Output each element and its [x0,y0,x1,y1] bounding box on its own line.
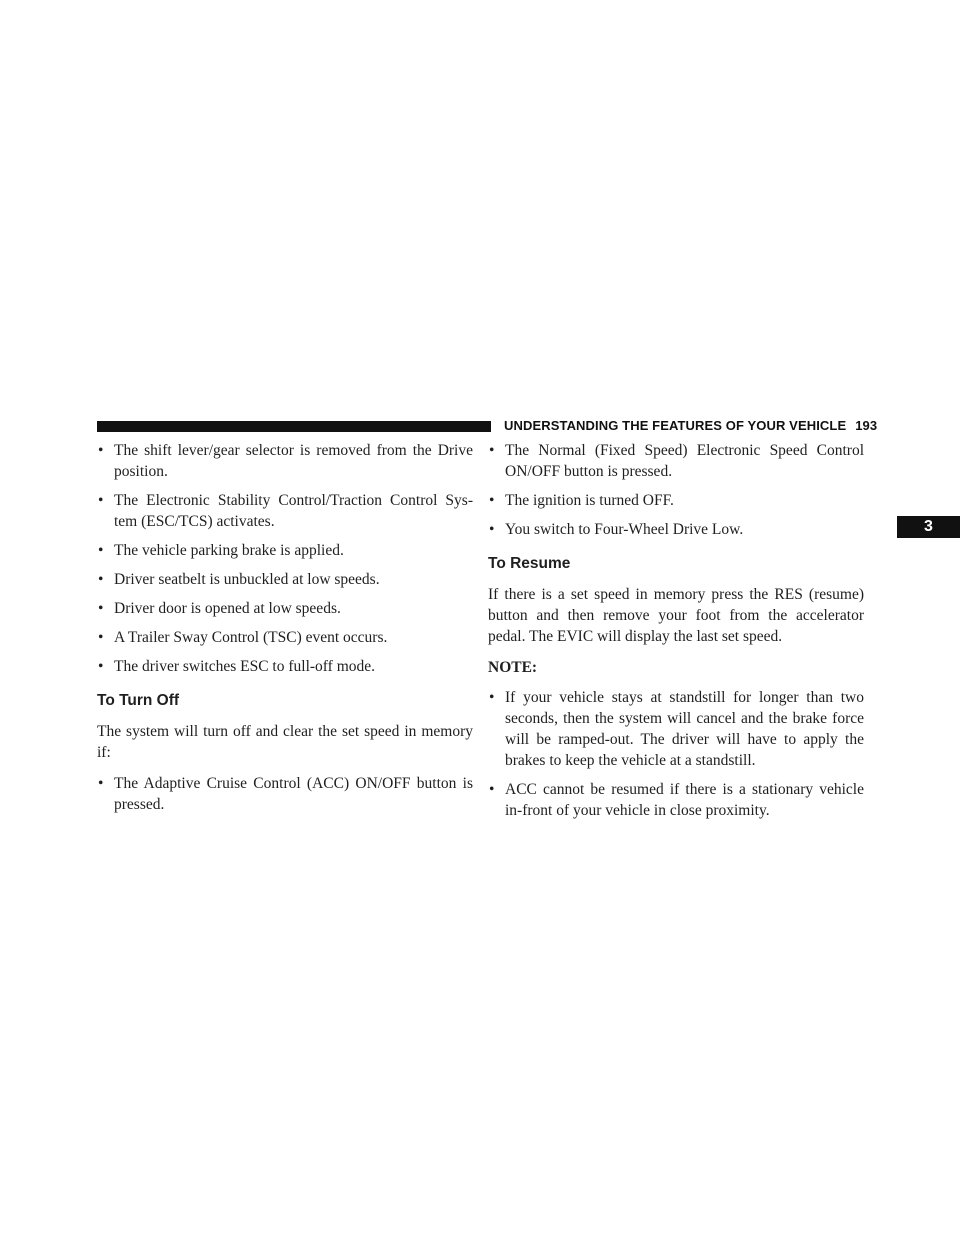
list-item: • Driver seatbelt is unbuckled at low speeds. [97,569,473,590]
header-title: UNDERSTANDING THE FEATURES OF YOUR VEHICLE [504,418,847,433]
list-item: • The Normal (Fixed Speed) Electronic Speed Control ON/OFF button is pressed. [488,440,864,482]
list-item: • The Electronic Stability Control/Traction Control Sys- tem (ESC/TCS) activates. [97,490,473,532]
running-header [504,418,877,434]
list-item: • If your vehicle stays at standstill for longer than two seconds, then the system will cancel and the brake force will be ramped-out. The driver will have to apply the brakes to keep the vehicle at a standstill. [488,687,864,771]
list-item: • Driver door is opened at low speeds. [97,598,473,619]
list-item: • ACC cannot be resumed if there is a stationary vehicle in-front of your vehicle in close proximity. [488,779,864,821]
turn-off-list [97,773,473,815]
list-item: • The vehicle parking brake is applied. [97,540,473,561]
note-label: NOTE: [488,659,538,676]
right-column [488,440,864,829]
section-heading-turn-off: To Turn Off [97,692,180,709]
left-column [97,440,473,823]
list-item: • A Trailer Sway Control (TSC) event occurs. [97,627,473,648]
chapter-tab: 3 [897,516,960,538]
list-item: • The ignition is turned OFF. [488,490,864,511]
section-heading-resume: To Resume [488,555,571,572]
resume-paragraph: If there is a set speed in memory press the RES (resume) button and then remove your foot from the accelerator pedal. The EVIC will display the last set speed. [488,586,864,645]
note-list [488,687,864,821]
cancel-conditions-list [97,440,473,677]
list-item: • You switch to Four-Wheel Drive Low. [488,519,864,540]
page-number: 193 [855,418,878,433]
header-rule [97,421,491,432]
turn-off-list-continued [488,440,864,540]
turn-off-paragraph: The system will turn off and clear the set speed in memory if: [97,723,473,761]
list-item: • The driver switches ESC to full-off mode. [97,656,473,677]
list-item: • The shift lever/gear selector is removed from the Drive position. [97,440,473,482]
list-item: • The Adaptive Cruise Control (ACC) ON/OFF button is pressed. [97,773,473,815]
